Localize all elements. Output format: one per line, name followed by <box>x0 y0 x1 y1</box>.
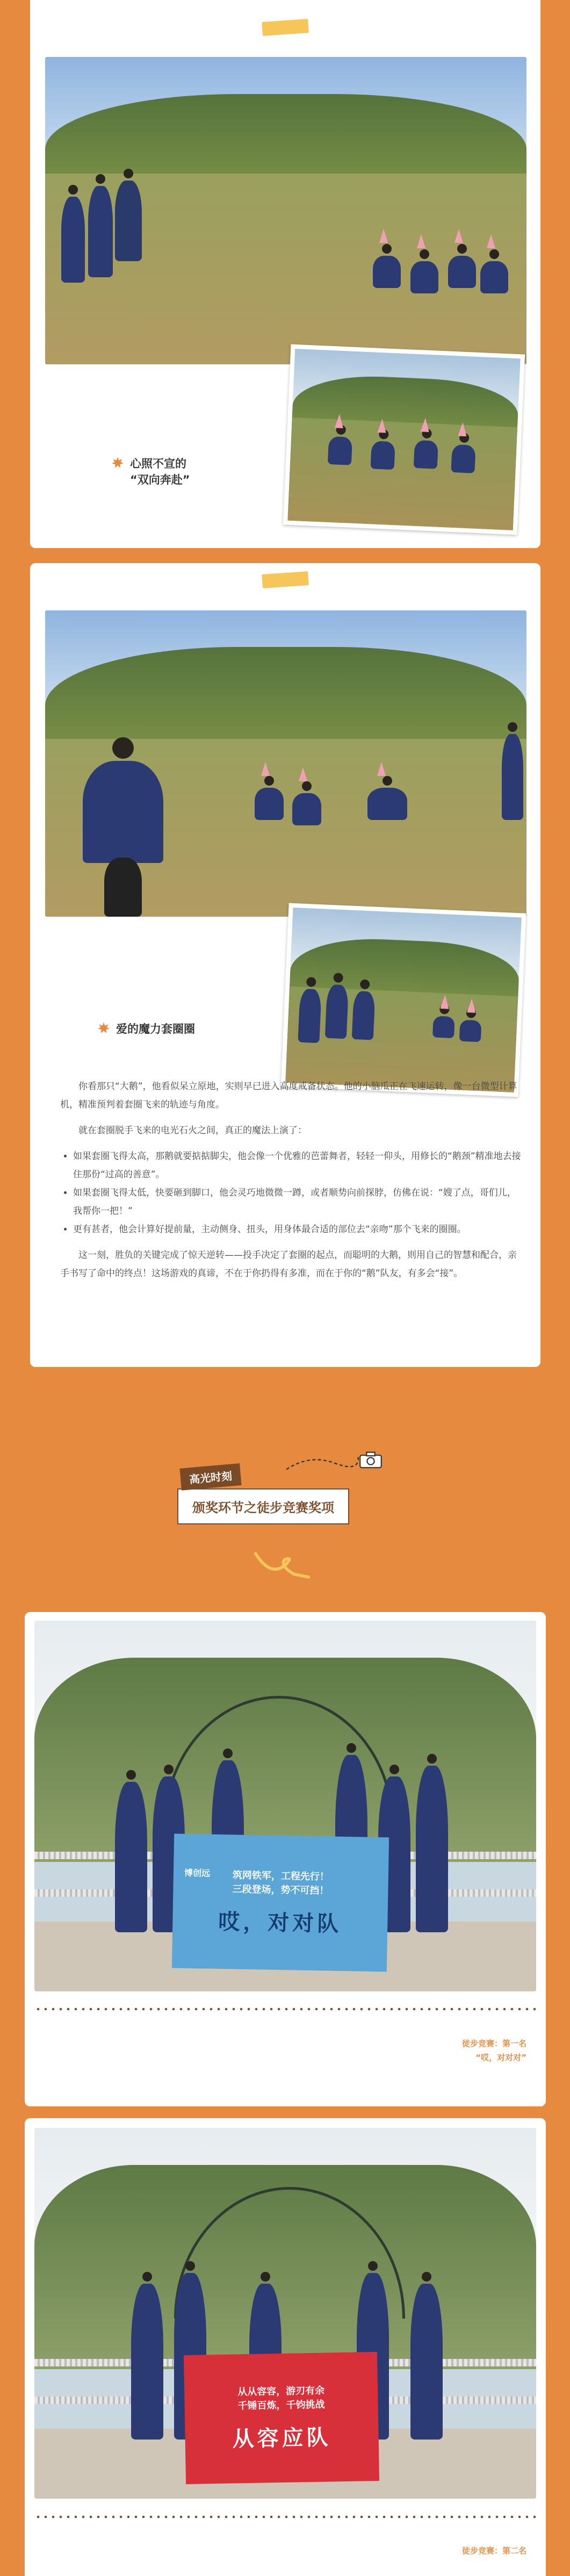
loop-arrow-decoration <box>252 1548 312 1583</box>
flag-slogan-line-1: 筑网铁军，工程先行！ <box>232 1869 330 1883</box>
award-rank: 徒步竞赛：第二名 <box>461 2546 526 2556</box>
bullet-item: • 如果套圈飞得太高，那鹅就要掂掂脚尖，他会像一个优雅的芭蕾舞者，轻轻一仰头，用修长的“鹅颈”精准地去接住那份“过高的善意”。 <box>73 1147 522 1184</box>
maple-leaf-icon <box>97 1021 111 1035</box>
flag-slogan-line-2: 三段登场，势不可挡！ <box>232 1883 329 1897</box>
paragraph: 你看那只“大鹅”，他看似呆立原地，实则早已进入高度戒备状态。他的小脑瓜正在飞速运转，像一台微型计算机，精准预判着套圈飞来的轨迹与角度。 <box>60 1081 517 1110</box>
photo-goose-game-inset <box>283 344 525 535</box>
paragraph: 这一刻，胜负的关键完成了惊天逆转——投手决定了套圈的起点，而聪明的大鹅，则用自己的智慧和配合，亲手书写了命中的终点！这场游戏的真谛，不在于你扔得有多准，而在于你的“鹅”队友，有多会“接”。 <box>60 1250 517 1279</box>
caption-line-1: 心照不宣的 <box>130 457 186 470</box>
dashed-swirl-decoration <box>285 1451 360 1476</box>
photo-ring-toss-main <box>45 610 526 917</box>
flag-slogan-line-2: 千锤百炼，千钧挑战 <box>237 2399 325 2412</box>
award-caption-1 <box>322 2037 526 2064</box>
award-photo-first-place <box>34 1621 536 1991</box>
team-flag-blue <box>172 1834 389 1972</box>
award-rank: 徒步竞赛：第一名 <box>461 2039 526 2048</box>
maple-leaf-icon <box>111 456 125 470</box>
paragraph: 就在套圈脱手飞来的电光石火之间，真正的魔法上演了： <box>78 1125 307 1136</box>
flag-slogan-line-1: 从从容容，游刃有余 <box>237 2385 325 2398</box>
flag-team-name: 哎，对对队 <box>218 1909 342 1937</box>
highlight-title: 颁奖环节之徒步竞赛奖项 <box>177 1488 349 1524</box>
dotted-divider <box>34 2515 536 2519</box>
award-photo-second-place <box>34 2128 536 2499</box>
section2-article-text <box>60 1077 522 1290</box>
highlight-tag: 高光时刻 <box>179 1463 241 1491</box>
caption-text: 爱的魔力套圈圈 <box>116 1023 195 1035</box>
team-flag-red <box>184 2352 379 2484</box>
camera-icon <box>359 1451 383 1469</box>
bullet-item: • 更有甚者，他会计算好提前量，主动侧身、扭头，用身体最合适的部位去“亲吻”那个飞来的圈圈。 <box>73 1220 522 1239</box>
bullet-item: • 如果套圈飞得太低，快要砸到脚口，他会灵巧地微微一蹲，或者顺势向前探脖，仿佛在说：“嫂了点，哥们儿，我帮你一把！” <box>73 1184 522 1220</box>
photo-ring-toss-inset <box>281 903 526 1097</box>
section2-caption <box>97 1021 195 1037</box>
flag-logo: 博创远 <box>184 1867 211 1879</box>
bullet-list <box>60 1147 522 1239</box>
award-caption-2 <box>322 2544 526 2558</box>
dotted-divider <box>34 2007 536 2011</box>
award-team: “哎，对对对” <box>475 2053 526 2062</box>
flag-team-name: 从容应队 <box>232 2424 332 2452</box>
photo-goose-game-main <box>45 57 526 364</box>
section1-caption <box>111 456 190 488</box>
caption-line-2: “双向奔赴” <box>130 473 190 486</box>
